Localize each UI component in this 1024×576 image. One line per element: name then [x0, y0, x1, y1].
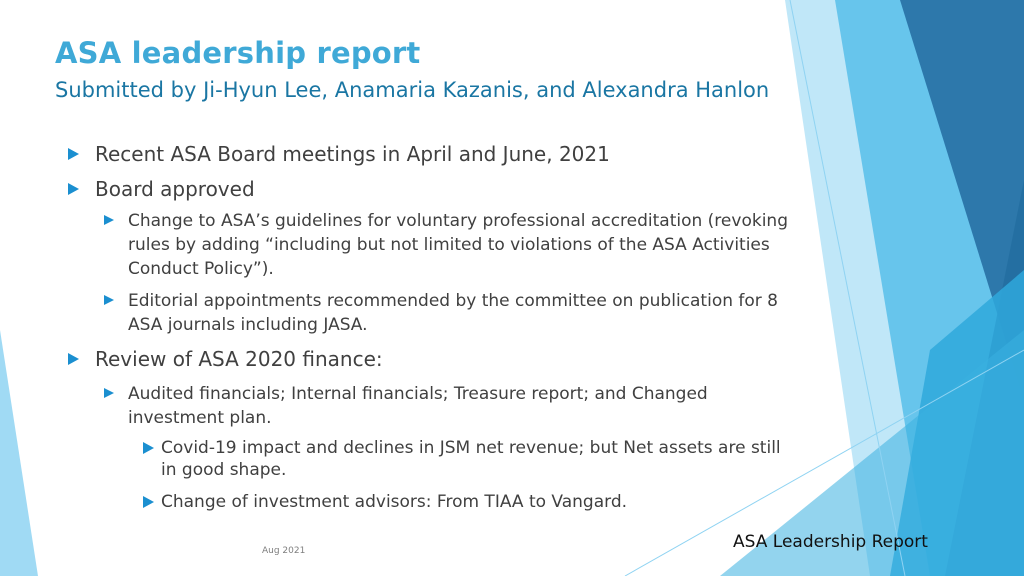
bullet-arrow-icon [68, 353, 79, 365]
bullet-arrow-icon [143, 442, 154, 454]
bullet-text: Audited financials; Internal financials; Treasure report; and Changed investment plan. [128, 384, 708, 428]
left-accent-shape [0, 330, 38, 576]
bullet-text: Recent ASA Board meetings in April and June, 2021 [95, 142, 610, 166]
bullet-board-meetings [68, 142, 768, 166]
bullet-investment-advisors [143, 491, 803, 513]
bullet-arrow-icon [68, 148, 79, 160]
bullet-editorial-appointments [104, 289, 808, 337]
page-subtitle: Submitted by Ji-Hyun Lee, Anamaria Kazanis, and Alexandra Hanlon [55, 78, 770, 102]
bullet-arrow-icon [104, 295, 114, 305]
bullet-arrow-icon [68, 183, 79, 195]
bullet-covid-impact [143, 437, 803, 481]
page-title: ASA leadership report [55, 36, 421, 70]
bullet-text: Change to ASA’s guidelines for voluntary professional accreditation (revoking rules by adding “including but not limited to violations of the ASA Activities Conduct Policy”). [128, 211, 788, 279]
bullet-financials [104, 382, 808, 430]
bullet-text: Board approved [95, 177, 255, 201]
bullet-text: Review of ASA 2020 finance: [95, 347, 383, 371]
bullet-arrow-icon [104, 388, 114, 398]
bullet-text: Covid-19 impact and declines in JSM net revenue; but Net assets are still in good shape. [161, 438, 781, 480]
bullet-text: Editorial appointments recommended by the committee on publication for 8 ASA journals including JASA. [128, 291, 778, 335]
bullet-text: Change of investment advisors: From TIAA to Vangard. [161, 492, 628, 512]
bullet-arrow-icon [143, 496, 154, 508]
bullet-accreditation-change [104, 209, 808, 281]
bullet-board-approved [68, 177, 768, 201]
footer-date: Aug 2021 [262, 546, 306, 556]
bullet-arrow-icon [104, 215, 114, 225]
footer-title: ASA Leadership Report [733, 532, 928, 552]
bullet-finance-review [68, 347, 768, 371]
